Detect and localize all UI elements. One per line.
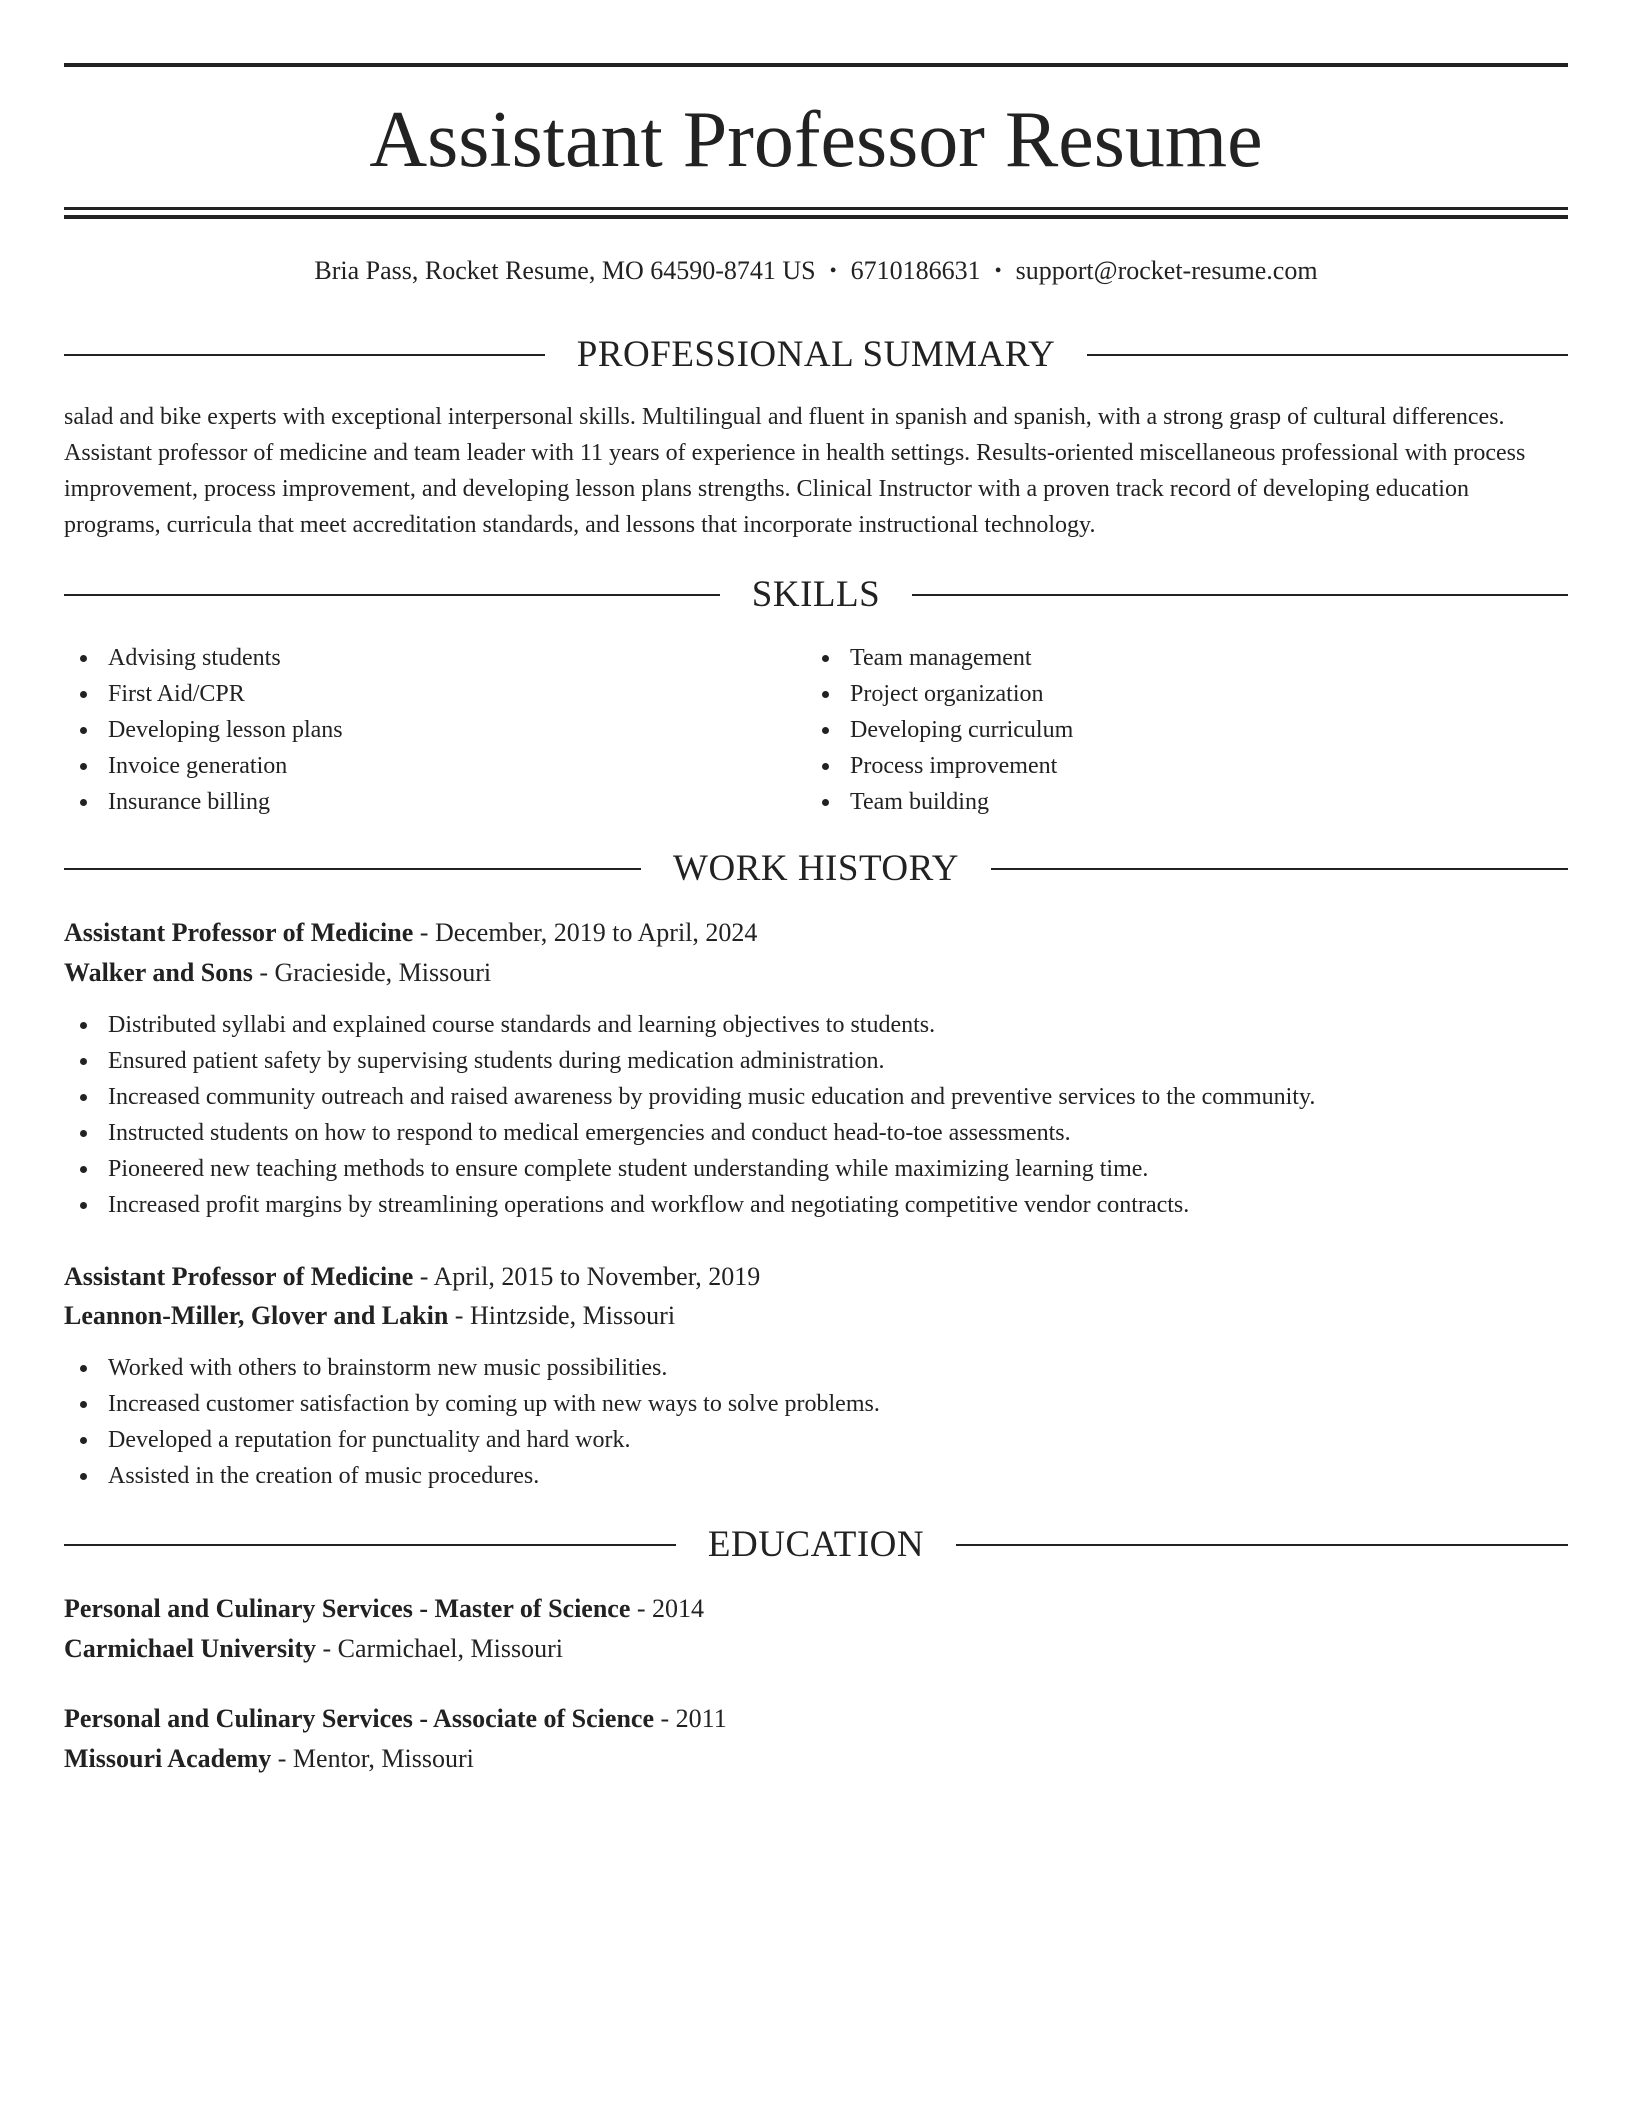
job-location: - Gracieside, Missouri — [252, 958, 492, 987]
job-bullet-list — [64, 1350, 1568, 1494]
skill-item: First Aid/CPR — [64, 676, 764, 712]
job-company-line — [64, 955, 1568, 991]
summary-heading-label: PROFESSIONAL SUMMARY — [576, 334, 1056, 375]
job-company: Leannon-Miller, Glover and Lakin — [64, 1301, 449, 1330]
summary-text: salad and bike experts with exceptional interpersonal skills. Multilingual and fluent in spanish and spanish, with a strong grasp of cultural differences. Assistant professor of medicine and team leader with 11 years of experience in health settings. Results-oriented miscellaneous professional with process improvement, process improvement, and developing lesson plans strengths. Clinical Instructor with a proven track record of developing education programs, curricula that meet accreditation standards, and lessons that incorporate instructional technology. — [64, 404, 1526, 538]
school-name: Missouri Academy — [64, 1744, 272, 1773]
education-heading — [64, 1523, 1568, 1567]
job-bullet: Pioneered new teaching methods to ensure complete student understanding while maximizing learning time. — [64, 1151, 1568, 1187]
skill-item: Advising students — [64, 640, 764, 676]
degree-line — [64, 1701, 1568, 1737]
job-bullet-list — [64, 1007, 1568, 1223]
job-bullet: Assisted in the creation of music procedures. — [64, 1458, 1568, 1494]
header-top-rule — [64, 63, 1568, 67]
skill-item: Team management — [806, 640, 1506, 676]
skills-list-left — [64, 640, 764, 820]
job-dates: - December, 2019 to April, 2024 — [413, 918, 758, 947]
school-line — [64, 1631, 1568, 1667]
skills-heading-label: SKILLS — [751, 574, 881, 615]
school-name: Carmichael University — [64, 1634, 317, 1663]
contact-email: support@rocket-resume.com — [1015, 256, 1318, 285]
job-title: Assistant Professor of Medicine — [64, 918, 414, 947]
education-heading-label: EDUCATION — [707, 1524, 925, 1565]
contact-separator: • — [829, 260, 837, 282]
job-location: - Hintzside, Missouri — [448, 1301, 676, 1330]
summary-heading — [64, 333, 1568, 377]
heading-rule-right — [991, 868, 1568, 870]
work-heading — [64, 847, 1568, 891]
degree-name: Personal and Culinary Services - Associate of Science — [64, 1704, 654, 1733]
header-bottom-rule — [64, 207, 1568, 210]
school-location: - Mentor, Missouri — [271, 1744, 474, 1773]
skill-item: Insurance billing — [64, 784, 764, 820]
heading-rule-left — [64, 868, 641, 870]
heading-rule-left — [64, 594, 720, 596]
contact-phone: 6710186631 — [850, 256, 981, 285]
job-bullet: Worked with others to brainstorm new music possibilities. — [64, 1350, 1568, 1386]
skill-item: Team building — [806, 784, 1506, 820]
skill-item: Developing lesson plans — [64, 712, 764, 748]
degree-year: - 2011 — [654, 1704, 727, 1733]
contact-line — [64, 253, 1568, 291]
job-bullet: Increased community outreach and raised awareness by providing music education and preventive services to the community. — [64, 1079, 1568, 1115]
skill-item: Process improvement — [806, 748, 1506, 784]
degree-line — [64, 1591, 1568, 1627]
skills-list-right — [806, 640, 1506, 820]
school-location: - Carmichael, Missouri — [316, 1634, 563, 1663]
heading-rule-right — [956, 1544, 1568, 1546]
skills-heading — [64, 573, 1568, 617]
skill-item: Invoice generation — [64, 748, 764, 784]
job-bullet: Developed a reputation for punctuality and hard work. — [64, 1422, 1568, 1458]
school-line — [64, 1741, 1568, 1777]
job-title-line — [64, 915, 1568, 951]
job-bullet: Distributed syllabi and explained course standards and learning objectives to students. — [64, 1007, 1568, 1043]
degree-year: - 2014 — [630, 1594, 705, 1623]
contact-separator: • — [994, 260, 1002, 282]
heading-rule-right — [912, 594, 1568, 596]
work-heading-label: WORK HISTORY — [673, 848, 959, 889]
job-company: Walker and Sons — [64, 958, 253, 987]
skill-item: Developing curriculum — [806, 712, 1506, 748]
job-title-line — [64, 1259, 1568, 1295]
job-bullet: Increased profit margins by streamlining operations and workflow and negotiating competitive vendor contracts. — [64, 1187, 1568, 1223]
heading-rule-left — [64, 1544, 676, 1546]
skill-item: Project organization — [806, 676, 1506, 712]
resume-title: Assistant Professor Resume — [369, 96, 1263, 184]
degree-name: Personal and Culinary Services - Master of Science — [64, 1594, 631, 1623]
heading-rule-left — [64, 354, 545, 356]
job-bullet: Instructed students on how to respond to medical emergencies and conduct head-to-toe assessments. — [64, 1115, 1568, 1151]
contact-address: Bria Pass, Rocket Resume, MO 64590-8741 US — [314, 256, 816, 285]
job-bullet: Ensured patient safety by supervising students during medication administration. — [64, 1043, 1568, 1079]
job-title: Assistant Professor of Medicine — [64, 1262, 414, 1291]
heading-rule-right — [1087, 354, 1568, 356]
job-bullet: Increased customer satisfaction by coming up with new ways to solve problems. — [64, 1386, 1568, 1422]
job-company-line — [64, 1298, 1568, 1334]
job-dates: - April, 2015 to November, 2019 — [413, 1262, 761, 1291]
header-bottom-rule-thick — [64, 215, 1568, 219]
